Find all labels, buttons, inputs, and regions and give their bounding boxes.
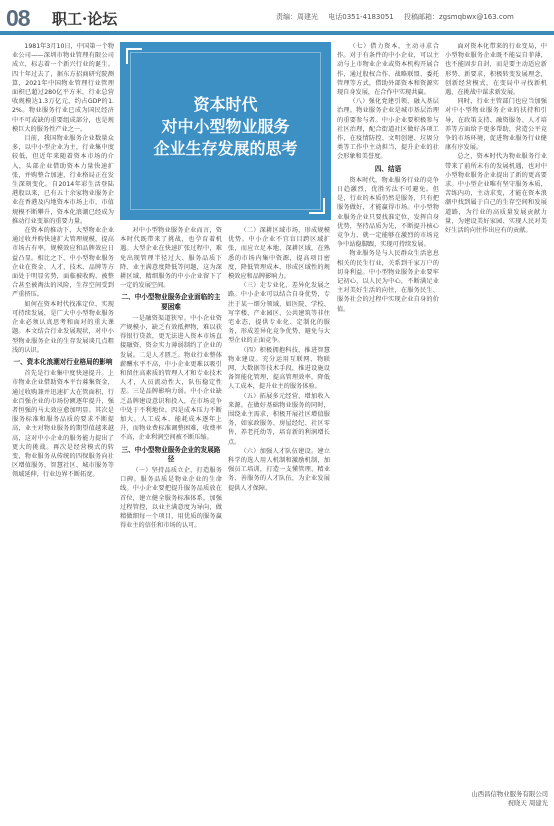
phone-label: 电话0351-4183051 (328, 13, 394, 21)
paragraph: 目前，我国物业服务企业数量众多，以中小型企业为主，行业集中度较低，但近年来随着资本市场的介入，头部企业借助资本力量快速扩张，并购整合加速，行业格局正在发生深刻变化。自2014年彩生活登陆港股以来，已有五十余家物业服务企业在香港及内地资本市场上市，市值规模不断攀升，资本化浪潮已经成为推动行业变革的重要力量。 (12, 135, 114, 225)
page-header (0, 0, 554, 38)
article-column-4 (337, 42, 439, 812)
title-line: 对中小型物业服务 (161, 117, 290, 136)
section-heading: 二、中小型物业服务企业面临的主要困难 (121, 293, 221, 311)
header-rule (0, 31, 554, 35)
paragraph: 面对资本化带来的行业变局，中小型物业服务企业既不能妄自菲薄，也不能固步自封，而是要主动适应新形势、新要求，积极转变发展理念，创新经营模式，在变局中寻找新机遇，在挑战中谋求新发展。 (445, 43, 547, 97)
article-column-5 (445, 42, 547, 777)
corner-ornament-icon (309, 198, 325, 214)
author-organization: 山西昌信物业服务有限公司 (471, 790, 548, 798)
section-heading: 三、中小型物业服务企业的发展路径 (121, 445, 221, 463)
article-column-1 (12, 42, 114, 812)
paragraph: 物业服务是与人民群众生活息息相关的民生行业，关系到千家万户的切身利益。中小型物业服务企业要牢记初心，以人民为中心，不断满足业主对美好生活的向往，在服务民生、服务社会的过程中实现企业自身的价值。 (337, 250, 439, 313)
paragraph: （七）借力资本，主动寻求合作。对于有条件的中小企业，可以主动与上市物业企业或资本机构开展合作，通过股权合作、战略联盟、委托管理等方式，借助外部资本和资源实现自身发展，在合作中实现共赢。 (337, 43, 439, 97)
section-heading: 四、结语 (374, 164, 402, 173)
paragraph: 在资本的推动下，大型物业企业通过收并购快速扩大管理规模，提高市场占有率，规模效应和品牌效应日益凸显。相比之下，中小型物业服务企业在资金、人才、技术、品牌等方面处于明显劣势，面临被收购、被整合甚至被淘汰的风险，生存空间受到严重挤压。 (12, 227, 114, 299)
article-column-2 (120, 226, 222, 794)
editor-label: 责编：周建光 (276, 13, 318, 21)
article-title (120, 94, 331, 160)
header-info (276, 12, 522, 22)
paragraph: （三）走专业化、差异化发展之路。中小企业可以结合自身优势，专注于某一细分领域，如医院、学校、写字楼、产业园区、公共建筑等非住宅业态，提供专业化、定制化的服务，形成差异化竞争优势，避免与大型企业的正面竞争。 (228, 282, 330, 345)
paragraph: 首先是行业集中度快速提升。上市物业企业借助资本平台募集资金，通过收购兼并迅速扩大在管面积，行业百强企业的市场份额逐年提升，强者恒强的马太效应愈加明显。其次是服务标准和服务品质的要求不断提高，业主对物业服务的期望值越来越高，这对中小企业的服务能力提出了更大的挑战。再次是经营模式的转变，物业服务从传统的四保服务向社区增值服务、智慧社区、城市服务等领域延伸，行业边界不断拓宽。 (12, 370, 114, 479)
paragraph: 总之，资本时代为物业服务行业带来了前所未有的发展机遇，也对中小型物业服务企业提出了新的更高要求。中小型企业唯有坚守服务本质，苦练内功，主动求变，才能在资本浪潮中找到属于自己的生存空间和发展道路，为行业的高质量发展贡献力量，为建设美好家园、实现人民对美好生活的向往作出应有的贡献。 (445, 153, 547, 235)
paragraph: 一是融资渠道狭窄。中小企业资产规模小，缺乏有效抵押物，难以获得银行贷款，更无法进入资本市场直接融资，资金实力薄弱制约了企业的发展。二是人才匮乏。物业行业整体薪酬水平不高，中小企业更难以吸引和留住高素质的管理人才和专业技术人才，人员流动性大，队伍稳定性差。三是品牌影响力弱。中小企业缺乏品牌建设意识和投入，在市场竞争中处于不利地位。四是成本压力不断加大。人工成本、能耗成本逐年上升，而物业费标准调整困难，收费率不高，企业利润空间被不断压缩。 (120, 314, 222, 442)
paragraph: （六）加强人才队伍建设。建立科学的选人用人机制和激励机制，加强员工培训，打造一支懂管理、精业务、善服务的人才队伍，为企业发展提供人才保障。 (228, 447, 330, 492)
title-line: 企业生存发展的思考 (153, 139, 298, 158)
paragraph: 对中小型物业服务企业而言，资本时代既带来了挑战，也孕育着机遇。大型企业在快速扩张过程中，难免出现管理半径过大、服务品质下降、业主满意度降低等问题，这为深耕区域、精细服务的中小企业留下了一定的发展空间。 (120, 227, 222, 290)
author-byline (448, 790, 548, 808)
title-line: 资本时代 (193, 95, 258, 114)
section-heading: 一、资本化浪潮对行业格局的影响 (13, 357, 113, 366)
paragraph: 如何在资本时代找准定位、实现可持续发展，是广大中小型物业服务企业必须认真思考和面对的重大课题。本文结合行业发展现状，对中小型物业服务企业的生存发展谈几点粗浅的认识。 (12, 300, 114, 354)
paragraph: （一）坚持品质立企，打造服务口碑。服务品质是物业企业的生命线。中小企业要把提升服务品质放在首位，建立健全服务标准体系，加强过程管控，以业主满意度为导向，做精做细每一个项目，用优质的服务赢得业主的信任和市场的认可。 (120, 467, 222, 530)
email-label: 投稿邮箱：zgsmqbwx@163.com (403, 13, 514, 21)
paragraph: （八）强化党建引领，融入基层治理。物业服务企业是城市基层治理的重要参与者。中小企业要积极参与社区治理，配合街道社区做好各项工作，在疫情防控、文明创建、垃圾分类等工作中主动担当，提升企业的社会形象和美誉度。 (337, 98, 439, 161)
paragraph: （四）积极拥抱科技，推进智慧物业建设。充分运用互联网、物联网、大数据等技术手段，推进设施设备智能化管理，提高管理效率，降低人工成本，提升业主的服务体验。 (228, 346, 330, 391)
paragraph: 同时，行业主管部门也应当加强对中小型物业服务企业的扶持和引导，在政策支持、融资服务、人才培养等方面给予更多帮助，营造公平竞争的市场环境，促进物业服务行业健康有序发展。 (445, 98, 547, 152)
paragraph: 1981年3月10日，中国第一个物业公司——深圳市物业管理有限公司成立，标志着一个新兴行业的诞生。四十年过去了，据东方招商研究院测算，2021年中国物业管理行业管理面积已超过280亿平方米，行业总营收规模达1.3万亿元，约占GDP的1.2%。物业服务行业已成为国民经济中不可或缺的重要组成部分，也是规模巨大的服务性产业之一。 (12, 43, 114, 133)
paragraph: 资本时代，物业服务行业的竞争日趋激烈，优胜劣汰不可避免。但是，行业的本质仍然是服务，只有把服务做好，才能赢得市场。中小型物业服务企业只要找准定位，发挥自身优势，坚持品质为先，不断提升核心竞争力，就一定能够在激烈的市场竞争中站稳脚跟，实现可持续发展。 (337, 176, 439, 249)
author-name: 祝晓天 周建光 (507, 799, 548, 807)
article-title-banner (120, 42, 331, 220)
corner-ornament-icon (126, 48, 142, 64)
column-name: 职工·论坛 (52, 10, 118, 28)
paragraph: （二）深耕区域市场，形成规模优势。中小企业不宜盲目跨区域扩张，而应立足本地、深耕区域，在熟悉的市场内集中资源，提高项目密度，降低管理成本，形成区域性的规模效应和品牌影响力。 (228, 227, 330, 281)
page-number: 08 (6, 5, 30, 31)
article-column-3 (228, 226, 330, 794)
paragraph: （五）拓展多元经营，增加收入来源。在做好基础物业服务的同时，围绕业主需求，积极开展社区增值服务，如家政服务、房屋经纪、社区零售、养老托幼等，培育新的利润增长点。 (228, 392, 330, 446)
